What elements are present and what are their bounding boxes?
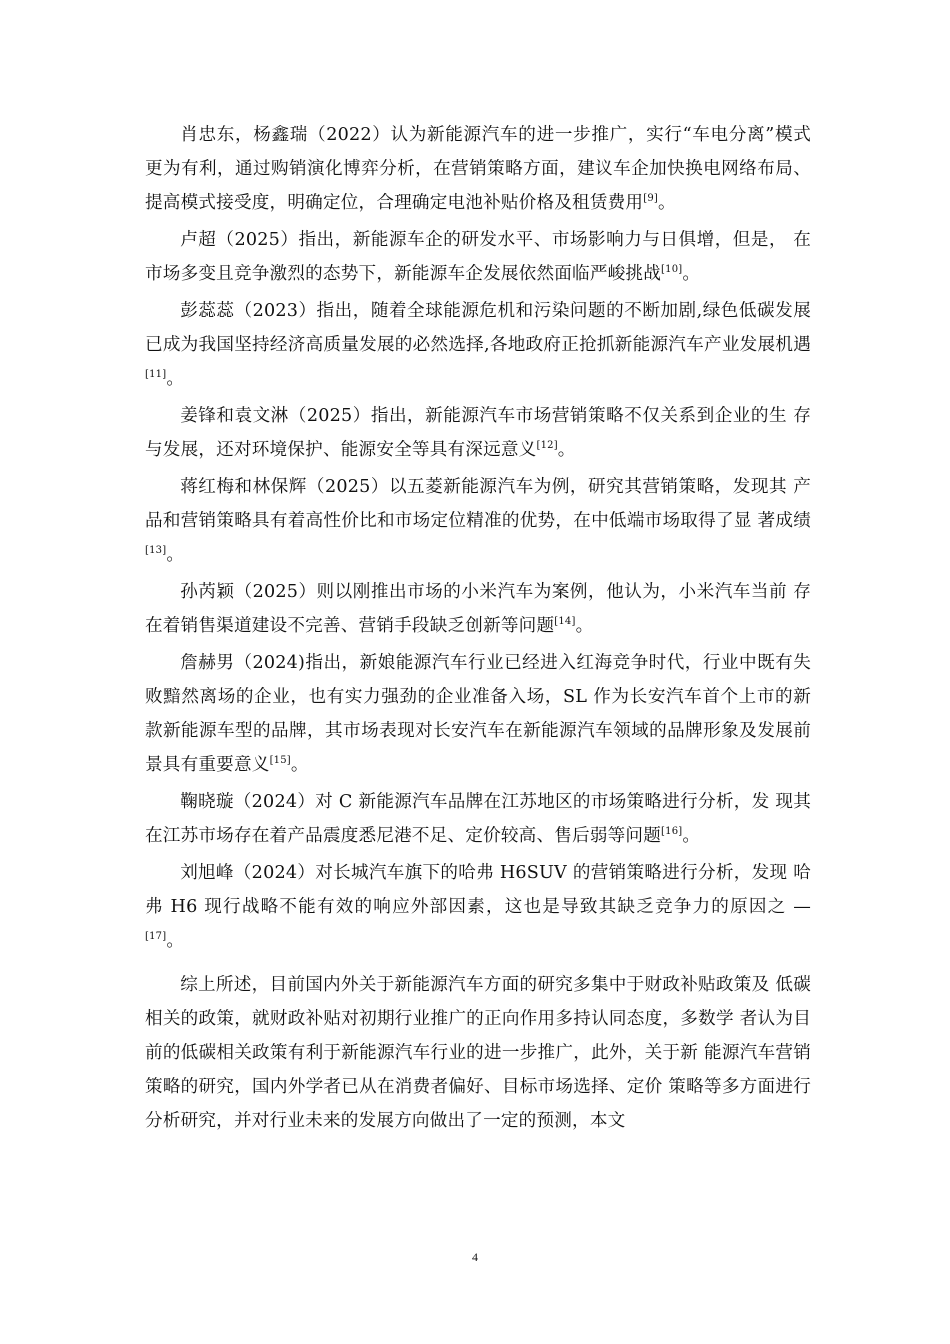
citation-ref: [16] — [661, 826, 683, 837]
paragraph-end: 。 — [166, 369, 185, 389]
citation-ref: [11] — [145, 369, 167, 380]
paragraph-zhan — [145, 646, 811, 782]
paragraph-end: 。 — [575, 616, 594, 636]
paragraph-end: 。 — [290, 755, 309, 775]
paragraph-end: 。 — [658, 193, 676, 213]
page-number: 4 — [472, 1250, 478, 1264]
citation-ref: [13] — [145, 545, 167, 556]
summary-paragraph: 综上所述，目前国内外关于新能源汽车方面的研究多集中于财政补贴政策及 低碳相关的政策，就财政补贴对初期行业推广的正向作用多持认同态度，多数学 者认为目前的低碳相关政策有利于新能源汽车行业的进一步推广，此外，关于新 能源汽车营销策略的研究，国内外学者已从在消费者偏好、目标市场选择、定价 策略等多方面进行分析研究，并对行业未来的发展方向做出了一定的预测，本文 — [145, 975, 811, 1131]
citation-ref: [10] — [661, 264, 683, 275]
paragraph-text: 孙芮颖（2025）则以刚推出市场的小米汽车为案例，他认为，小米汽车当前 存在着销售渠道建设不完善、营销手段缺乏创新等问题 — [145, 582, 811, 636]
paragraph-text: 詹赫男（2024)指出，新娘能源汽车行业已经进入红海竞争时代，行业中既有失败黯然离场的企业，也有实力强劲的企业准备入场，SL 作为长安汽车首个上市的新款新能源车型的品牌，其市场表现对长安汽车在新能源汽车领域的品牌形象及发展前景具有重要意义 — [145, 653, 811, 775]
paragraph-text: 肖忠东，杨鑫瑞（2022）认为新能源汽车的进一步推广，实行“车电分离”模式更为有利，通过购销演化博弈分析，在营销策略方面，建议车企加快换电网络布局、提高模式接受度，明确定位，合理确定电池补贴价格及租赁费用 — [145, 125, 811, 213]
citation-ref: [17] — [145, 931, 167, 942]
paragraph-xiao — [145, 118, 811, 220]
paragraph-text: 鞠晓璇（2024）对 C 新能源汽车品牌在江苏地区的市场策略进行分析，发 现其在江苏市场存在着产品震度悉尼港不足、定价较高、售后弱等问题 — [145, 792, 811, 846]
paragraph-end: 。 — [166, 931, 185, 951]
paragraph-text: 彭蕊蕊（2023）指出，随着全球能源危机和污染问题的不断加剧,绿色低碳发展已成为我国坚持经济高质量发展的必然选择,各地政府正抢抓新能源汽车产业发展机遇 — [145, 301, 811, 355]
paragraph-end: 。 — [682, 826, 701, 846]
paragraph-end: 。 — [557, 440, 576, 460]
paragraph-sun — [145, 575, 811, 643]
citation-ref: [15] — [269, 755, 291, 766]
paragraph-jiang-yuan — [145, 399, 811, 467]
paragraph-text: 刘旭峰（2024）对长城汽车旗下的哈弗 H6SUV 的营销策略进行分析，发现 哈弗 H6 现行战略不能有效的响应外部因素，这也是导致其缺乏竞争力的原因之 — — [145, 863, 811, 917]
paragraph-lu — [145, 223, 811, 291]
citation-ref: [9] — [643, 193, 658, 204]
paragraph-peng — [145, 294, 811, 396]
paragraph-ju — [145, 785, 811, 853]
paragraph-liu — [145, 856, 811, 958]
paragraph-text: 蒋红梅和林保辉（2025）以五菱新能源汽车为例，研究其营销策略，发现其 产品和营销策略具有着高性价比和市场定位精准的优势，在中低端市场取得了显 著成绩 — [145, 477, 811, 531]
paragraph-text: 卢超（2025）指出，新能源车企的研发水平、市场影响力与日俱增，但是， 在市场多变且竞争激烈的态势下，新能源车企发展依然面临严峻挑战 — [145, 230, 811, 284]
citation-ref: [14] — [554, 616, 576, 627]
paragraph-jiang-lin — [145, 470, 811, 572]
document-body — [145, 118, 811, 1141]
paragraph-end: 。 — [166, 545, 185, 565]
paragraph-end: 。 — [682, 264, 701, 284]
paragraph-text: 姜锋和袁文淋（2025）指出，新能源汽车市场营销策略不仅关系到企业的生 存与发展，还对环境保护、能源安全等具有深远意义 — [145, 406, 811, 460]
citation-ref: [12] — [536, 440, 558, 451]
